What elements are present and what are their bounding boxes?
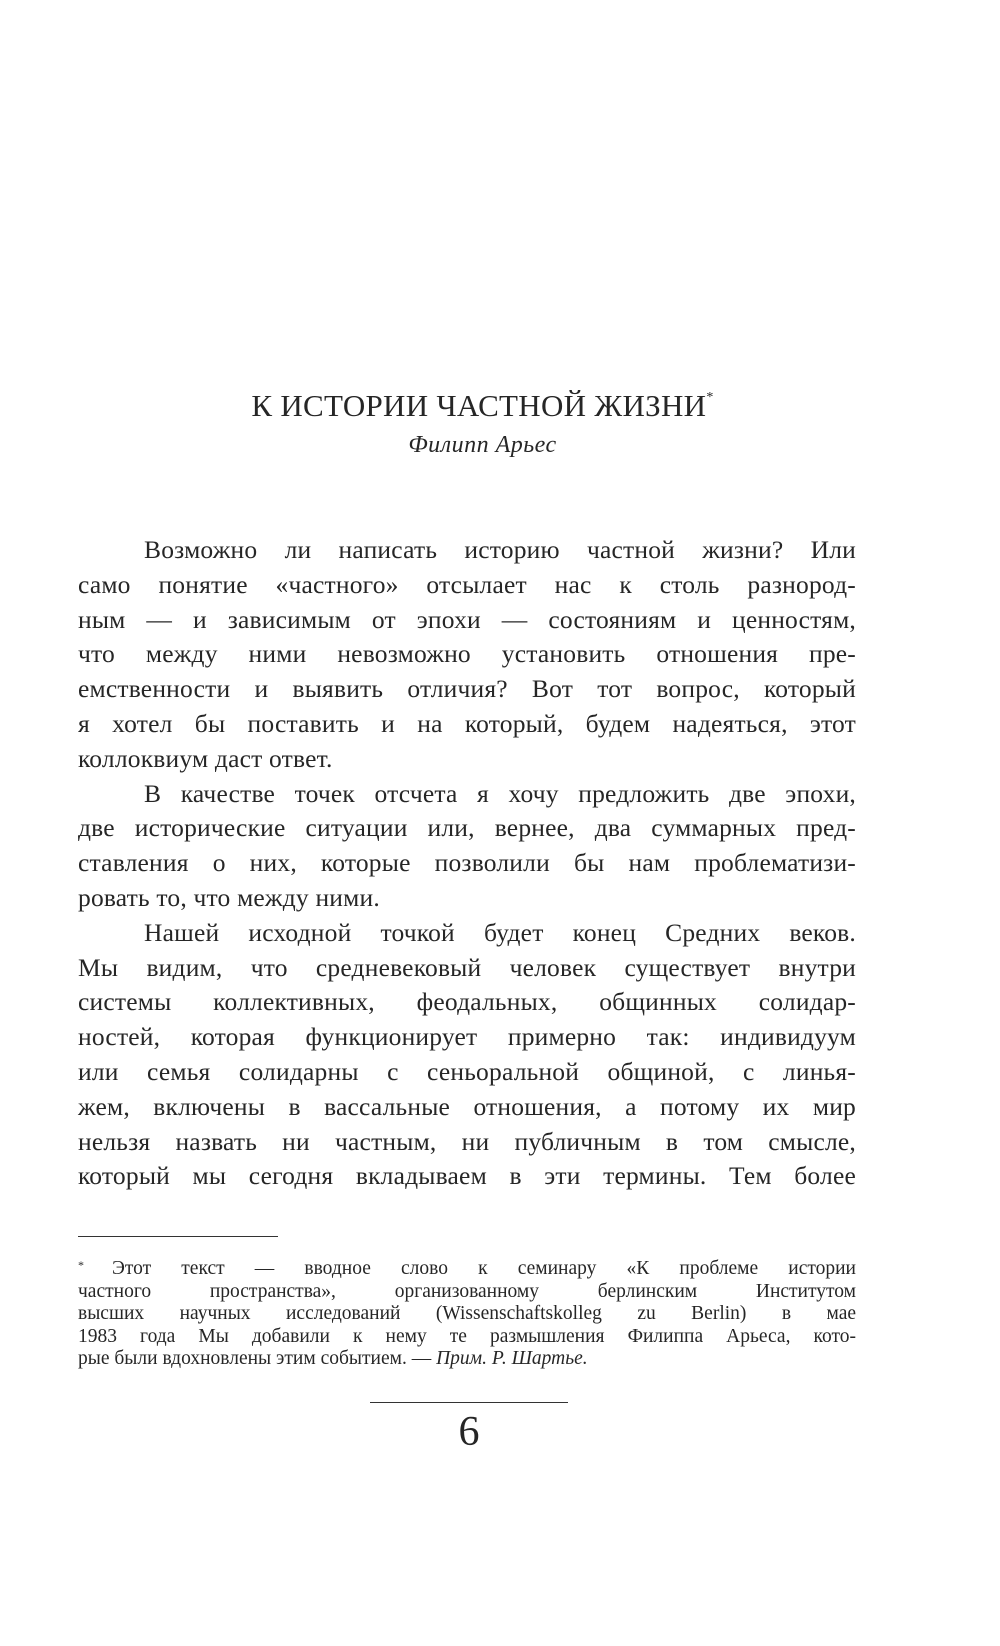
footnote-line: частного пространства», организованному берлинским Институтом xyxy=(78,1280,856,1302)
paragraph-line: или семья солидарны с сеньоральной общиной, с линья- xyxy=(78,1056,856,1086)
footnote-line xyxy=(78,1348,856,1371)
paragraph-line: системы коллективных, феодальных, общинных солидар- xyxy=(78,987,856,1017)
paragraph-line: ровать то, что между ними. xyxy=(78,882,380,912)
author-name: Филипп Арьес xyxy=(408,432,557,458)
chapter-title-text: К ИСТОРИИ ЧАСТНОЙ ЖИЗНИ xyxy=(251,388,707,423)
footnote-divider xyxy=(78,1236,278,1237)
page-number: 6 xyxy=(458,1409,480,1455)
footnote-line: 1983 года Мы добавили к нему те размышления Филиппа Арьеса, кото- xyxy=(78,1325,856,1347)
body-text xyxy=(78,533,856,1194)
footnote-line: высших научных исследований (Wissenschaftskolleg zu Berlin) в мае xyxy=(78,1303,856,1325)
paragraph-line: Возможно ли написать историю частной жизни? Или xyxy=(144,535,856,564)
footnote xyxy=(78,1258,856,1371)
paragraph-line: В качестве точек отсчета я хочу предложить две эпохи, xyxy=(144,778,856,808)
footnote-line xyxy=(78,1258,856,1281)
footnote-line-text: Этот текст — вводное слово к семинару «К проблеме истории xyxy=(112,1258,856,1279)
paragraph-line: я хотел бы поставить и на который, будем надеяться, этот xyxy=(78,708,856,738)
paragraph-line: ставления о них, которые позволили бы нам проблематизи- xyxy=(78,848,856,878)
footnote-attribution: Прим. Р. Шартье. xyxy=(436,1348,588,1370)
paragraph-line: жем, включены в вассальные отношения, а потому их мир xyxy=(78,1091,856,1121)
footnote-line-text: рые были вдохновлены этим событием. — xyxy=(78,1348,432,1370)
paragraph-line: Мы видим, что средневековый человек существует внутри xyxy=(78,952,856,982)
page-number-divider xyxy=(370,1402,568,1403)
paragraph-line: Нашей исходной точкой будет конец Средних веков. xyxy=(144,917,856,947)
chapter-title xyxy=(0,388,965,424)
paragraph-line: который мы сегодня вкладываем в эти термины. Тем более xyxy=(78,1161,856,1191)
paragraph-line: две исторические ситуации или, вернее, два суммарных пред- xyxy=(78,813,856,843)
footnote-reference: * xyxy=(706,390,714,405)
footnote-mark: * xyxy=(78,1258,84,1272)
paragraph-line: что между ними невозможно установить отношения пре- xyxy=(78,639,856,669)
paragraph-line: емственности и выявить отличия? Вот тот вопрос, который xyxy=(78,674,856,704)
paragraph-line: коллоквиум даст ответ. xyxy=(78,743,333,773)
paragraph-line: ностей, которая функционирует примерно так: индивидуум xyxy=(78,1022,856,1052)
paragraph-line: нельзя назвать ни частным, ни публичным в том смысле, xyxy=(78,1126,856,1156)
paragraph-line: само понятие «частного» отсылает нас к столь разнород- xyxy=(78,569,856,599)
paragraph-line: ным — и зависимым от эпохи — состояниям и ценностям, xyxy=(78,604,856,634)
